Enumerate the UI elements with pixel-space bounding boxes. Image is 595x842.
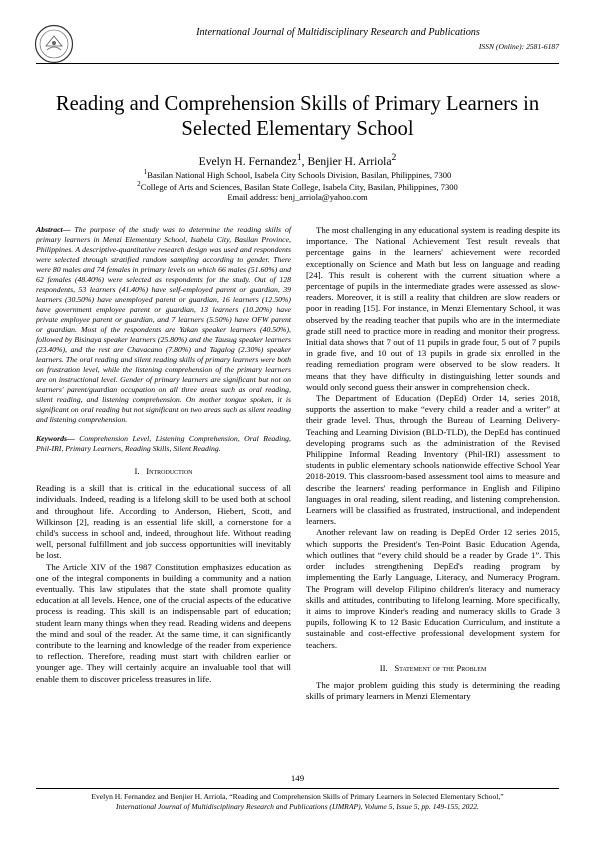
page-number: 149: [290, 773, 305, 783]
section-title: Statement of the Problem: [394, 662, 487, 673]
body-paragraph-2: The Department of Education (DepEd) Order 14, series 2018, supports the assertion to make “every child a reader and a writer” at their grade level. Thus, through the Bureau of Learning Delivery-Teaching and Learning Division (BLD-TLD), the DepEd has continued developing programs such as the administration of the Revised Philippine Informal Reading Inventory (Phil-IRI) assessment to students in public elementary schools nationwide effective School Year 2018-2019. This classroom-based assessment tool aims to measure and describe the learners' reading performance in English and Filipino languages in oral reading, silent reading, and listening comprehension. Learners will be classified as frustrated, instructional, and independent learners.: [306, 393, 560, 527]
problem-paragraph-1: The major problem guiding this study is determining the reading skills of primary learners in Menzi Elementary: [306, 679, 560, 702]
affiliation-1-text: Basilan National High School, Isabela City Schools Division, Basilan, Philippines, 7300: [147, 169, 452, 180]
section-title: Introduction: [146, 466, 193, 476]
affiliation-2-text: College of Arts and Sciences, Basilan State College, Isabela City, Basilan, Philippines, 7300: [140, 181, 458, 192]
author-1: Evelyn H. Fernandez: [198, 154, 297, 168]
citation-line-2: International Journal of Multidisciplinary Research and Publications (IJMRAP), Volume 5, Issue 5, pp. 149-155, 2022.: [116, 801, 479, 811]
author-2: Benjier H. Arriola: [307, 154, 392, 168]
author-line: [36, 152, 559, 168]
abstract: [36, 225, 291, 425]
keywords-text: Comprehension Level, Listening Comprehension, Oral Reading, Phil-IRI, Primary Learners, Reading Skills, Silent Reading.: [36, 434, 291, 453]
section-number: I.: [134, 466, 140, 476]
intro-paragraph-1: Reading is a skill that is critical in the educational success of all individuals. Indeed, reading is a lifelong skill to be used both at school and throughout life. According to Anderson, Hiebert, Scott, and Wilkinson [2], reading is an essential life skill, a cornerstone for a child's success in school and, indeed, throughout life. Without reading well, personal fulfillment and job success opportunities will inevitably be lost.: [36, 483, 291, 561]
paper-title: Reading and Comprehension Skills of Primary Learners in Selected Elementary School: [55, 93, 540, 140]
affiliation-1: [36, 168, 559, 180]
abstract-label: Abstract—: [36, 225, 71, 234]
email-address: Email address: benj_arriola@yahoo.com: [227, 192, 368, 202]
keywords-label: Keywords—: [36, 434, 75, 443]
author-2-sup: 2: [391, 152, 397, 163]
right-column: [306, 225, 560, 702]
affiliation-2-sup: 2: [137, 180, 141, 188]
issn-label: ISSN (Online): 2581-6187: [478, 42, 559, 51]
citation: [36, 792, 559, 811]
footer-rule: [36, 788, 559, 789]
journal-seal-logo-icon: [34, 24, 74, 64]
header-rule: [36, 63, 559, 64]
body-paragraph-3: Another relevant law on reading is DepEd Order 12 series 2015, which supports the President's Ten-Point Basic Education Agenda, which outlines that “every child should be a reader by Grade 1”. This order includes strengthening DepEd's reading program by implementing the Early Language, Literacy, and Numeracy Program. The Program will develop Filipino children's literacy and numeracy skills and attitudes, contributing to lifelong learning. More specifically, it aims to improve Kinder's reading and numeracy skills to Grade 3 pupils, following K to 12 Basic Education Curriculum, and institute a sustainable and cost-effective professional development system for teachers.: [306, 527, 560, 650]
intro-paragraph-2: The Article XIV of the 1987 Constitution emphasizes education as one of the integral components in building a community and a nation eventually. This law stipulates that the state shall promote quality education at all levels. Hence, one of the crucial aspects of the educative process is reading. This skill is an indispensable part of education; student learn many things when they read. Reading widens and deepens the mind and soul of the reader. At the same time, it can significantly contribute to the learning and knowledge of the reader from experience to reflection. Therefore, reading must start with children earlier or younger age. They will certainly acquire an invaluable tool that will enable them to discover priceless treasures in life.: [36, 561, 291, 684]
section-heading-problem: [306, 663, 560, 674]
section-heading-introduction: [36, 466, 291, 477]
body-paragraph-1: The most challenging in any educational system is reading despite its importance. The National Achievement Test result reveals that percentage gains in the learners' achievement were recorded exceptionally on Science and Math but less on language and reading [24]. This result is coherent with the current situation where a percentage of pupils in the intermediate grades were assessed as slow-readers. Moreover, it is still a reality that children are slow readers or poor in reading [15]. For instance, in Menzi Elementary School, it was observed by the reading teacher that pupils who are in the intermediate grade still need to practice more in reading and monitor their progress. Initial data shows that 7 out of 11 pupils in grade four, 5 out of 7 pupils in grade five, and 10 out of 13 pupils in grade six enrolled in the reading remediation program were observed to be slow readers. It means that they have difficulty in distinguishing letter sounds and would only second guess their answer in comprehension check.: [306, 225, 560, 392]
author-1-sup: 1: [296, 152, 302, 163]
left-column: [36, 225, 291, 685]
affiliation-2: [36, 180, 559, 192]
affiliation-1-sup: 1: [143, 168, 148, 176]
abstract-text: The purpose of the study was to determine the reading skills of primary learners in Menzi Elementary School, Isabela City, Basilan Province, Philippines. A descriptive-quantitative research design was used and respondents were selected through stratified random sampling according to gender. There were 80 males and 74 females in primary levels on which 66 males (51.60%) and 62 females (48.40%) were selected as respondents for the study. Out of 128 respondents, 53 learners (41.40%) have self-employed parent or guardian, 39 learners (30.50%) have unemployed parent or guardian, 16 learners (12.50%) have government employee parent or guardian, 13 learners (10.20%) have private employee parent or guardian, and 7 learners (5.50%) have OFW parent or guardian. Most of the respondents are Yakan speaker learners (40.50%), followed by Bisinaya speaker learners (25.80%) and the Tausug speaker learners (23.40%), and the rest are Chavacano (7.80%) and Tagalog (2.30%) speaker learners. The oral reading and silent reading skills of primary learners were both on frustration level, while the listening comprehension of the primary learners are on instructional level. Gender of primary learners are significant but not on learners' parent/guardian occupation on all three areas such as oral reading, silent reading, and listening comprehension. On mother tongue spoken, it is significant on oral reading but not significant on two areas such as silent reading and listening comprehension.: [36, 225, 291, 424]
author-separator: ,: [301, 154, 308, 168]
citation-line-1: Evelyn H. Fernandez and Benjier H. Arriola, “Reading and Comprehension Skills of Primary Learners in Selected Elementary School,”: [91, 792, 504, 801]
keywords: [36, 434, 291, 454]
journal-name: International Journal of Multidisciplinary Research and Publications: [196, 27, 480, 38]
section-number: II.: [379, 662, 388, 673]
